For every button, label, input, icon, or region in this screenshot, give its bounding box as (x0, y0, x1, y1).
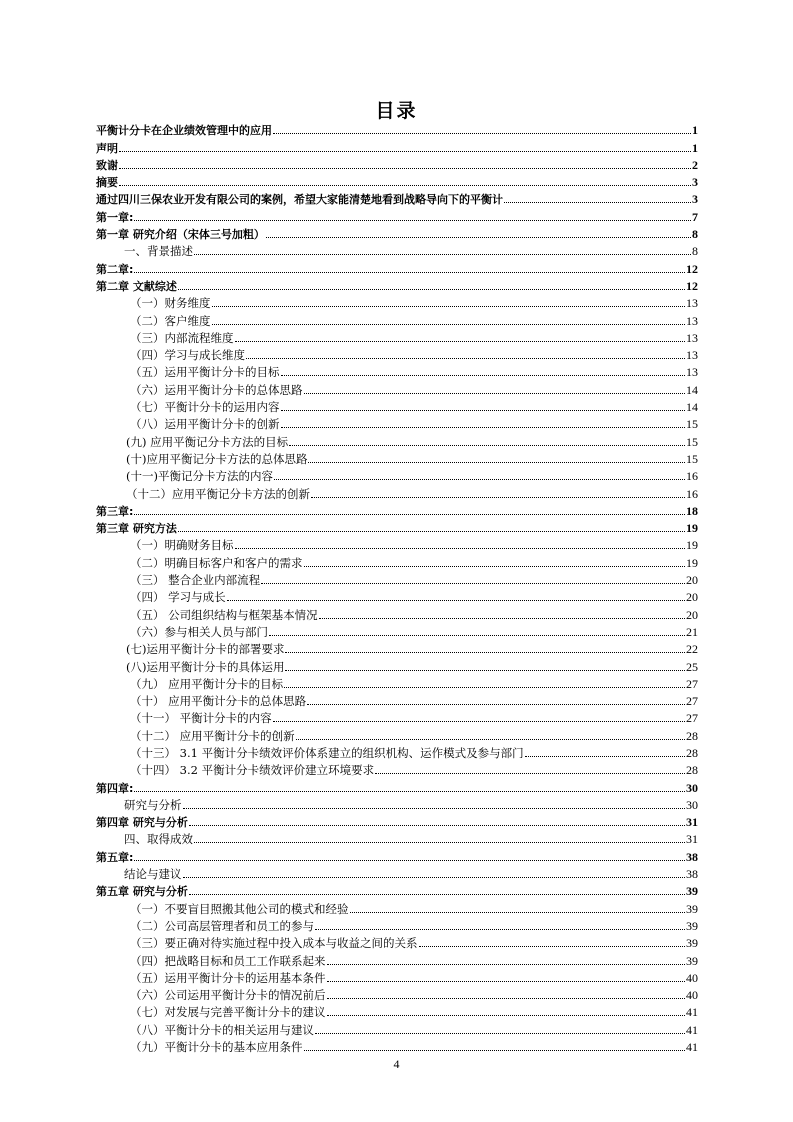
toc-entry[interactable] (96, 588, 698, 605)
toc-entry-title: 第五章 研究与分析 (96, 885, 188, 899)
toc-entry[interactable] (96, 294, 698, 311)
toc-entry-page: 27 (686, 676, 698, 691)
dot-leader (134, 220, 691, 221)
dot-leader (212, 306, 686, 307)
dot-leader (189, 894, 685, 895)
toc-entry-page: 30 (686, 780, 698, 795)
toc-entry[interactable] (96, 692, 698, 709)
toc-entry-title: （十二）应用平衡记分卡方法的创新 (126, 486, 310, 501)
dot-leader (269, 635, 685, 636)
dot-leader (304, 1050, 686, 1051)
toc-entry-title: 平衡计分卡在企业绩效管理中的应用 (96, 124, 272, 138)
toc-entry[interactable] (96, 899, 698, 916)
toc-entry[interactable] (96, 657, 698, 674)
toc-entry-page: 25 (686, 659, 698, 674)
toc-entry[interactable] (96, 605, 698, 622)
dot-leader (350, 912, 686, 913)
toc-entry-page: 39 (686, 884, 698, 899)
dot-leader (296, 739, 685, 740)
toc-entry-title: 第三章: (96, 504, 134, 518)
toc-entry-title: （十一） 平衡计分卡的内容 (130, 711, 272, 726)
toc-entry-page: 39 (686, 918, 698, 933)
toc-entry-page: 14 (686, 400, 698, 415)
dot-leader (212, 324, 686, 325)
toc-entry[interactable] (96, 225, 698, 242)
toc-entry-title: （十三） 3.1 平衡计分卡绩效评价体系建立的组织机构、运作模式及参与部门 (130, 745, 524, 760)
toc-entry-title: （二）客户维度 (130, 313, 211, 328)
toc-entry[interactable] (96, 190, 698, 207)
dot-leader (235, 341, 686, 342)
toc-entry[interactable] (96, 865, 698, 882)
dot-leader (285, 670, 685, 671)
toc-entry-page: 41 (686, 1040, 698, 1055)
toc-entry[interactable] (96, 398, 698, 415)
toc-entry[interactable] (96, 329, 698, 346)
toc-entry-title: (十)应用平衡记分卡方法的总体思路 (126, 451, 308, 466)
toc-entry-title: （三）内部流程维度 (130, 330, 234, 345)
toc-entry-page: 19 (686, 521, 698, 536)
dot-leader (281, 427, 686, 428)
toc-entry-page: 15 (686, 434, 698, 449)
toc-entry[interactable] (96, 744, 698, 761)
toc-entry-page: 8 (692, 227, 698, 242)
toc-entry-title: （一）明确财务目标 (130, 538, 234, 553)
dot-leader (261, 583, 685, 584)
toc-entry-title: 第二章 文献综述 (96, 279, 177, 293)
toc-entry[interactable] (96, 311, 698, 328)
toc-entry-title: （五） 公司组织结构与框架基本情况 (130, 607, 318, 622)
dot-leader (504, 202, 691, 203)
dot-leader (327, 964, 686, 965)
toc-entry-title: （三） 整合企业内部流程 (130, 573, 261, 588)
toc-entry-title: 四、取得成效 (124, 832, 193, 847)
toc-entry-title: 第四章: (96, 781, 134, 795)
toc-entry-page: 12 (686, 261, 698, 276)
toc-entry-page: 13 (686, 365, 698, 380)
toc-entry-page: 27 (686, 694, 698, 709)
dot-leader (307, 704, 685, 705)
toc-entry[interactable] (96, 830, 698, 847)
dot-leader (178, 289, 685, 290)
toc-entry-title: （四）学习与成长维度 (130, 348, 245, 363)
toc-entry-title: （十四） 3.2 平衡计分卡绩效评价建立环境要求 (130, 763, 375, 778)
toc-entry[interactable] (96, 432, 698, 449)
toc-entry-page: 14 (686, 382, 698, 397)
toc-entry-page: 31 (686, 815, 698, 830)
toc-entry[interactable] (96, 242, 698, 259)
dot-leader (183, 877, 686, 878)
toc-entry[interactable] (96, 467, 698, 484)
toc-entry-title: （八）平衡计分卡的相关运用与建议 (130, 1022, 314, 1037)
toc-entry-page: 28 (686, 763, 698, 778)
toc-entry-page: 21 (686, 624, 698, 639)
toc-entry[interactable] (96, 277, 698, 294)
toc-entry-page: 15 (686, 417, 698, 432)
toc-entry-page: 22 (686, 642, 698, 657)
toc-entry-page: 38 (686, 867, 698, 882)
toc-entry-title: 摘要 (96, 176, 118, 190)
toc-entry-title: (十一)平衡记分卡方法的内容 (126, 469, 273, 484)
toc-entry[interactable] (96, 1003, 698, 1020)
toc-entry-title: (八)运用平衡计分卡的具体运用 (126, 659, 285, 674)
toc-entry-page: 2 (692, 157, 698, 172)
toc-entry[interactable] (96, 553, 698, 570)
dot-leader (266, 237, 691, 238)
dot-leader (235, 548, 686, 549)
toc-entry[interactable] (96, 519, 698, 536)
table-of-contents (96, 121, 698, 1055)
toc-entry[interactable] (96, 571, 698, 588)
toc-entry-page: 20 (686, 573, 698, 588)
dot-leader (119, 151, 691, 152)
toc-entry[interactable] (96, 484, 698, 501)
dot-leader (227, 600, 685, 601)
toc-entry-title: 第四章 研究与分析 (96, 816, 188, 830)
toc-entry-page: 38 (686, 849, 698, 864)
dot-leader (304, 566, 686, 567)
toc-entry[interactable] (96, 536, 698, 553)
toc-entry[interactable] (96, 640, 698, 657)
dot-leader (134, 514, 685, 515)
toc-entry-title: 第一章: (96, 210, 134, 224)
toc-entry[interactable] (96, 796, 698, 813)
toc-entry[interactable] (96, 761, 698, 778)
toc-entry[interactable] (96, 259, 698, 276)
dot-leader (134, 860, 685, 861)
toc-entry[interactable] (96, 969, 698, 986)
toc-entry-title: （一）财务维度 (130, 296, 211, 311)
dot-leader (273, 133, 691, 134)
toc-entry-page: 12 (686, 278, 698, 293)
toc-entry-page: 15 (686, 451, 698, 466)
toc-entry-page: 27 (686, 711, 698, 726)
toc-entry[interactable] (96, 986, 698, 1003)
toc-entry-page: 39 (686, 901, 698, 916)
toc-entry[interactable] (96, 813, 698, 830)
toc-entry[interactable] (96, 450, 698, 467)
toc-entry[interactable] (96, 934, 698, 951)
dot-leader (315, 929, 685, 930)
toc-entry-page: 1 (692, 123, 698, 138)
toc-entry-page: 3 (692, 192, 698, 207)
dot-leader (119, 168, 691, 169)
dot-leader (311, 497, 685, 498)
toc-entry-title: （六）公司运用平衡计分卡的情况前后 (130, 988, 326, 1003)
toc-entry[interactable] (96, 709, 698, 726)
dot-leader (319, 618, 685, 619)
toc-entry-title: (九) 应用平衡记分卡方法的目标 (126, 434, 289, 449)
dot-leader (525, 756, 685, 757)
toc-entry-page: 3 (692, 175, 698, 190)
dot-leader (134, 272, 685, 273)
dot-leader (183, 808, 686, 809)
toc-entry-title: 通过四川三保农业开发有限公司的案例，希望大家能清楚地看到战略导向下的平衡计 (96, 193, 503, 207)
toc-entry[interactable] (96, 363, 698, 380)
toc-entry-title: 第二章: (96, 262, 134, 276)
toc-entry-page: 19 (686, 538, 698, 553)
toc-entry[interactable] (96, 726, 698, 743)
toc-entry-page: 28 (686, 728, 698, 743)
toc-entry[interactable] (96, 675, 698, 692)
toc-entry-title: （二）明确目标客户和客户的需求 (130, 555, 303, 570)
toc-entry-title: （四） 学习与成长 (130, 590, 226, 605)
toc-entry-page: 20 (686, 607, 698, 622)
toc-entry[interactable] (96, 778, 698, 795)
dot-leader (327, 1015, 686, 1016)
toc-entry[interactable] (96, 415, 698, 432)
toc-entry-title: 第三章 研究方法 (96, 522, 177, 536)
toc-entry-title: （十二） 应用平衡计分卡的创新 (130, 728, 295, 743)
toc-entry[interactable] (96, 1038, 698, 1055)
dot-leader (281, 375, 686, 376)
toc-entry-page: 13 (686, 330, 698, 345)
toc-entry[interactable] (96, 951, 698, 968)
toc-entry-page: 8 (692, 244, 698, 259)
dot-leader (246, 358, 685, 359)
toc-entry[interactable] (96, 917, 698, 934)
toc-entry-title: （七）平衡计分卡的运用内容 (130, 400, 280, 415)
toc-entry-page: 13 (686, 296, 698, 311)
page-number: 4 (393, 1057, 400, 1071)
toc-entry-title: 结论与建议 (124, 867, 182, 882)
toc-entry-page: 40 (686, 988, 698, 1003)
toc-entry[interactable] (96, 882, 698, 899)
toc-entry-title: （五）运用平衡计分卡的运用基本条件 (130, 970, 326, 985)
toc-entry-title: （二）公司高层管理者和员工的参与 (130, 918, 314, 933)
dot-leader (375, 773, 685, 774)
dot-leader (273, 721, 685, 722)
toc-entry-page: 16 (686, 469, 698, 484)
toc-entry[interactable] (96, 173, 698, 190)
toc-entry-page: 13 (686, 313, 698, 328)
toc-entry-title: （三）要正确对待实施过程中投入成本与收益之间的关系 (130, 936, 418, 951)
toc-entry[interactable] (96, 1020, 698, 1037)
toc-entry-page: 19 (686, 555, 698, 570)
toc-entry-title: （九） 应用平衡计分卡的目标 (130, 676, 284, 691)
dot-leader (315, 1033, 685, 1034)
page-title: 目录 (375, 100, 418, 122)
toc-entry-title: （七）对发展与完善平衡计分卡的建议 (130, 1005, 326, 1020)
toc-entry-title: 致谢 (96, 158, 118, 172)
toc-entry-title: （四）把战略目标和员工工作联系起来 (130, 953, 326, 968)
toc-entry-title: 第五章: (96, 850, 134, 864)
toc-entry-page: 16 (686, 486, 698, 501)
dot-leader (285, 652, 685, 653)
toc-entry[interactable] (96, 207, 698, 224)
toc-entry-title: 一、背景描述 (124, 244, 193, 259)
dot-leader (289, 445, 685, 446)
toc-entry-title: （五）运用平衡计分卡的目标 (130, 365, 280, 380)
toc-entry-title: 研究与分析 (124, 797, 182, 812)
toc-entry[interactable] (96, 847, 698, 864)
toc-entry-page: 31 (686, 832, 698, 847)
toc-entry-page: 20 (686, 590, 698, 605)
toc-entry-title: 第一章 研究介绍（宋体三号加粗） (96, 228, 265, 242)
dot-leader (119, 185, 691, 186)
toc-entry[interactable] (96, 623, 698, 640)
toc-entry-title: （八）运用平衡计分卡的创新 (130, 417, 280, 432)
toc-entry-title: 声明 (96, 141, 118, 155)
toc-entry-page: 30 (686, 797, 698, 812)
dot-leader (194, 842, 685, 843)
toc-entry[interactable] (96, 380, 698, 397)
toc-entry-title: （六）参与相关人员与部门 (130, 624, 268, 639)
toc-entry[interactable] (96, 138, 698, 155)
toc-entry[interactable] (96, 156, 698, 173)
dot-leader (327, 998, 686, 999)
toc-entry-page: 13 (686, 348, 698, 363)
toc-entry-page: 40 (686, 970, 698, 985)
toc-entry-page: 39 (686, 953, 698, 968)
toc-entry-title: （十） 应用平衡计分卡的总体思路 (130, 694, 307, 709)
toc-entry-page: 28 (686, 745, 698, 760)
toc-entry-title: (七)运用平衡计分卡的部署要求 (126, 642, 285, 657)
dot-leader (284, 687, 685, 688)
dot-leader (194, 254, 691, 255)
toc-entry[interactable] (96, 346, 698, 363)
toc-entry-page: 41 (686, 1005, 698, 1020)
dot-leader (304, 393, 686, 394)
dot-leader (308, 462, 685, 463)
toc-entry-page: 7 (692, 209, 698, 224)
toc-entry-page: 41 (686, 1022, 698, 1037)
dot-leader (327, 981, 686, 982)
dot-leader (281, 410, 686, 411)
dot-leader (189, 825, 685, 826)
toc-entry-title: （一）不要盲目照搬其他公司的模式和经验 (130, 901, 349, 916)
toc-entry[interactable] (96, 502, 698, 519)
toc-entry-page: 18 (686, 503, 698, 518)
toc-entry-title: （九）平衡计分卡的基本应用条件 (130, 1040, 303, 1055)
toc-entry-page: 39 (686, 936, 698, 951)
toc-entry[interactable] (96, 121, 698, 138)
toc-entry-title: （六）运用平衡计分卡的总体思路 (130, 382, 303, 397)
toc-entry-page: 1 (692, 140, 698, 155)
dot-leader (274, 479, 685, 480)
dot-leader (178, 531, 685, 532)
dot-leader (134, 791, 685, 792)
dot-leader (419, 946, 686, 947)
